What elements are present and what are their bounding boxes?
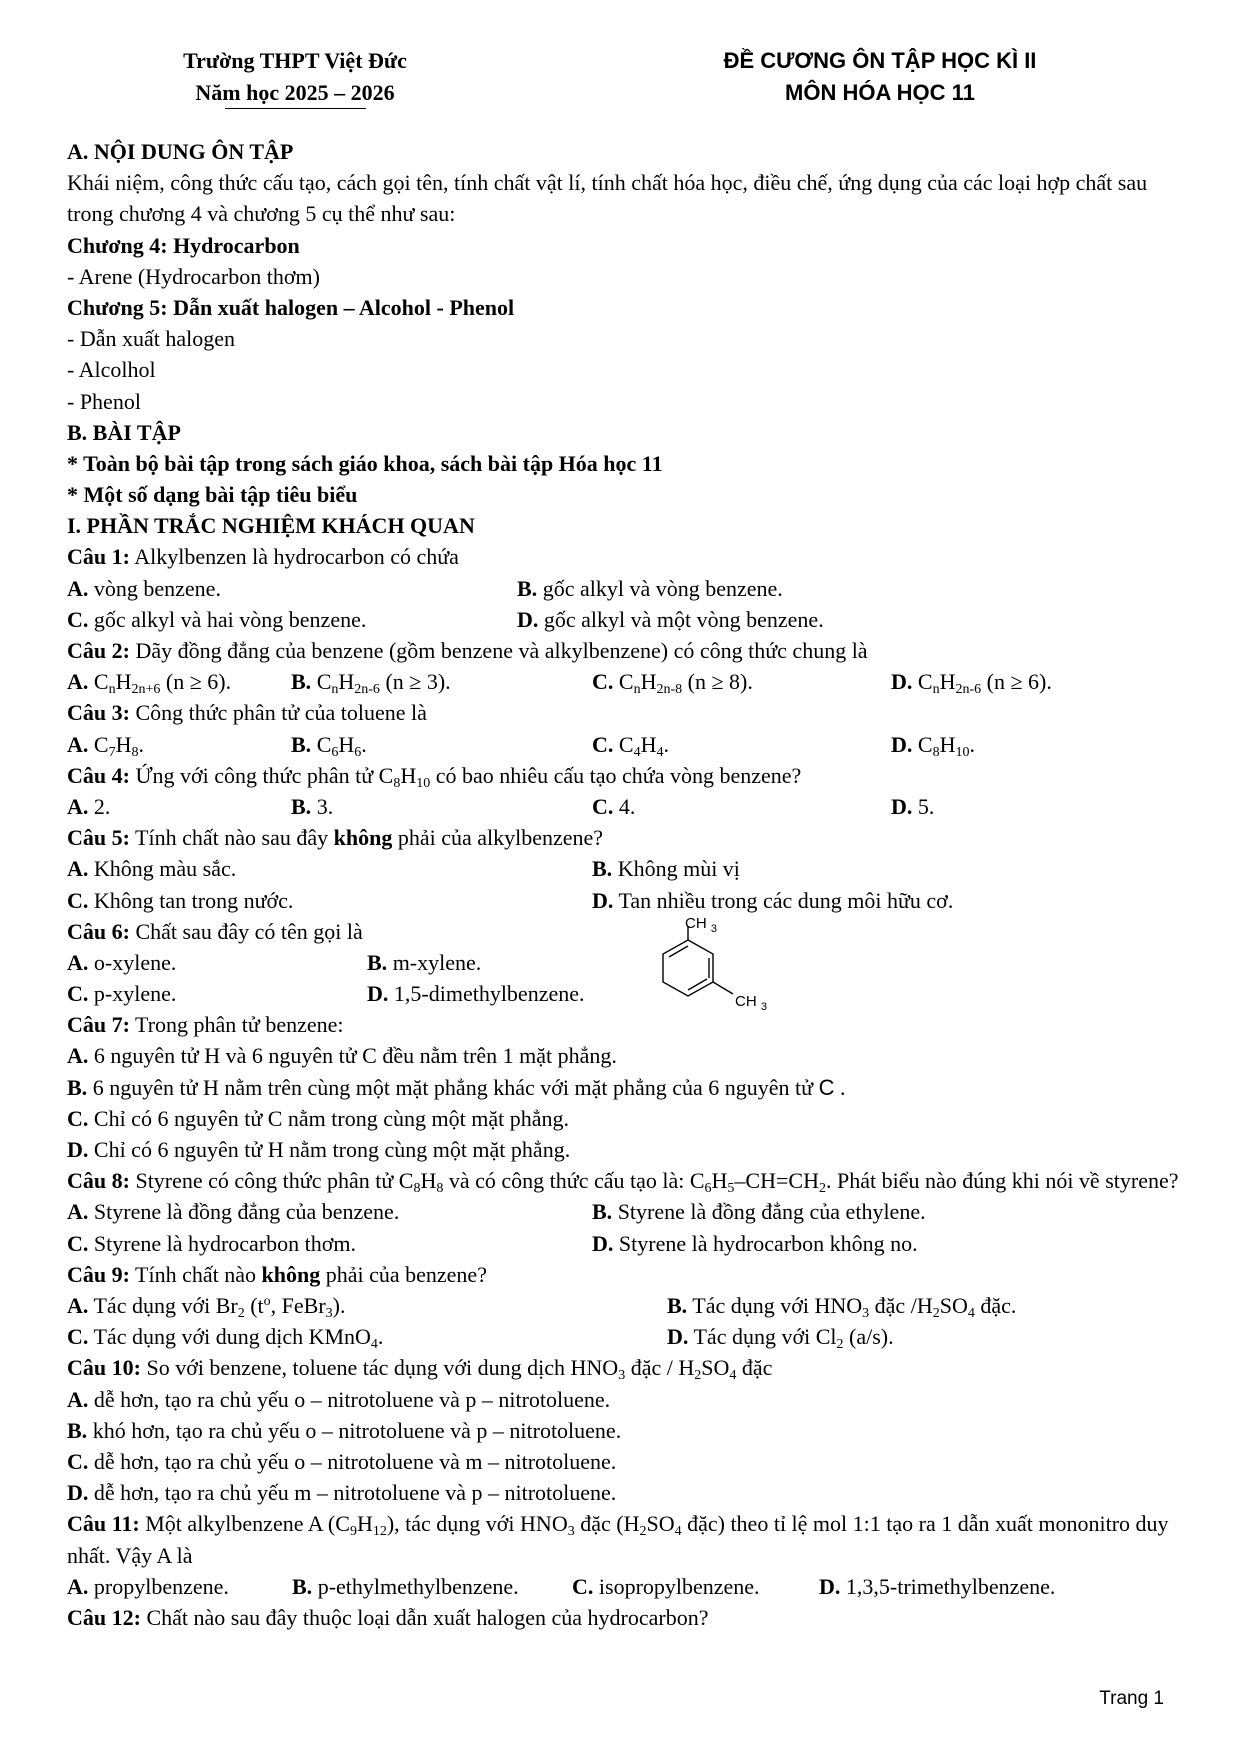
options-row bbox=[67, 791, 1182, 822]
option-d: D. $C_8H_{10}$. bbox=[891, 731, 975, 760]
section-b-note: * Toàn bộ bài tập trong sách giáo khoa, sách bài tập Hóa học 11 bbox=[67, 450, 663, 476]
part-1-heading: I. PHẦN TRẮC NGHIỆM KHÁCH QUAN bbox=[67, 513, 475, 539]
question-5: Câu 5: Tính chất nào sau đây không phải của alkylbenzene? bbox=[67, 825, 604, 851]
subject-title: MÔN HÓA HỌC 11 bbox=[785, 80, 975, 105]
option-a: A. $C_nH_{2n+6}$ (n ≥ 6). bbox=[67, 669, 232, 698]
option-c: C. dễ hơn, tạo ra chủ yếu o – nitrotoluene và m – nitrotoluene. bbox=[67, 1448, 617, 1474]
page-number: Trang 1 bbox=[1099, 1688, 1164, 1709]
option-b: B. $C_6H_6$. bbox=[291, 731, 367, 760]
option-b: B. gốc alkyl và vòng benzene. bbox=[517, 575, 783, 601]
question-text: Dãy đồng đẳng của benzene (gồm benzene và alkylbenzene) có công thức chung là bbox=[129, 638, 868, 664]
side-bond bbox=[713, 982, 733, 994]
option-b: B. m-xylene. bbox=[367, 949, 482, 975]
option-a: A. Tác dụng với $Br_2$ ($t^o$, FeBr$_3$). bbox=[67, 1292, 346, 1321]
question-label: Câu 3: bbox=[67, 700, 130, 726]
option-b: B. $C_nH_{2n-6}$ (n ≥ 3). bbox=[291, 669, 451, 698]
options-row bbox=[67, 978, 1182, 1009]
option-a: A. $C_7H_8$. bbox=[67, 731, 144, 760]
option-c: C. Tác dụng với dung dịch KMnO$_4$. bbox=[67, 1324, 384, 1353]
option-c: C. Styrene là hydrocarbon thơm. bbox=[67, 1230, 357, 1256]
top-methyl-label: CH $_3$ bbox=[685, 918, 717, 935]
section-b-note: * Một số dạng bài tập tiêu biểu bbox=[67, 482, 358, 508]
options-row bbox=[67, 1290, 1182, 1321]
chapter-5-item: - Phenol bbox=[67, 388, 141, 414]
options-row bbox=[67, 1571, 1182, 1602]
section-a-intro: Khái niệm, công thức cấu tạo, cách gọi tên, tính chất vật lí, tính chất hóa học, điều chế, ứng dụng của các loại hợp chất sau trong chương 4 và chương 5 cụ thể như sau: bbox=[67, 170, 1148, 227]
question-3 bbox=[67, 697, 1182, 728]
options-row bbox=[67, 1196, 1182, 1227]
option-c: C. Chỉ có 6 nguyên tử C nằm trong cùng một mặt phẳng. bbox=[67, 1105, 569, 1131]
question-4: Câu 4: Ứng với công thức phân tử $C_8H_{10}$ có bao nhiêu cấu tạo chứa vòng benzene? bbox=[67, 762, 802, 791]
option-d: D. $C_nH_{2n-6}$ (n ≥ 6). bbox=[891, 669, 1052, 698]
option-a: A. o-xylene. bbox=[67, 949, 177, 975]
option-a: A. 6 nguyên tử H và 6 nguyên tử C đều nằm trên 1 mặt phẳng. bbox=[67, 1043, 617, 1069]
header-right bbox=[640, 45, 1120, 109]
section-a-heading: A. NỘI DUNG ÔN TẬP bbox=[67, 139, 294, 164]
chapter-5-title: Chương 5: Dẫn xuất halogen – Alcohol - Phenol bbox=[67, 294, 515, 320]
option-a: A. propylbenzene. bbox=[67, 1573, 229, 1599]
question-8: Câu 8: Styrene có công thức phân tử $C_8H_8$ và có công thức cấu tạo là: $C_6H_5-CH=CH_2$. Phát biểu nào đúng khi nói về styrene? bbox=[67, 1168, 1179, 1197]
options-row bbox=[67, 885, 1182, 916]
question-label: Câu 1: bbox=[67, 544, 130, 570]
m-xylene-structure bbox=[655, 918, 795, 1038]
option-c: C. gốc alkyl và hai vòng benzene. bbox=[67, 606, 367, 632]
option-d: D. 5. bbox=[891, 793, 935, 819]
options-row bbox=[67, 1228, 1182, 1259]
school-year: Năm học 2025 – 2026 bbox=[195, 80, 395, 105]
option-d: D. Chỉ có 6 nguyên tử H nằm trong cùng một mặt phẳng. bbox=[67, 1137, 571, 1163]
question-7: Câu 7: Trong phân tử benzene: bbox=[67, 1012, 344, 1038]
option-a: A. dễ hơn, tạo ra chủ yếu o – nitrotoluene và p – nitrotoluene. bbox=[67, 1386, 611, 1412]
header-left bbox=[130, 45, 460, 109]
options-row bbox=[67, 573, 1182, 604]
option-c: C. 4. bbox=[592, 793, 636, 819]
option-c: C. p-xylene. bbox=[67, 981, 177, 1007]
option-d: D. 1,5-dimethylbenzene. bbox=[367, 981, 585, 1007]
option-b: B. khó hơn, tạo ra chủ yếu o – nitrotoluene và p – nitrotoluene. bbox=[67, 1417, 622, 1443]
option-d: D. gốc alkyl và một vòng benzene. bbox=[517, 606, 824, 632]
question-6: Câu 6: Chất sau đây có tên gọi là bbox=[67, 918, 363, 944]
question-10: Câu 10: So với benzene, toluene tác dụng với dung dịch $HNO_3$ đặc / $H_2SO_4$ đặc bbox=[67, 1355, 773, 1384]
question-2 bbox=[67, 635, 1182, 666]
option-c: C. $C_nH_{2n-8}$ (n ≥ 8). bbox=[592, 669, 753, 698]
option-b: B. Tác dụng với $HNO_3$ đặc $/H_2SO_4$ đặc. bbox=[667, 1292, 1017, 1321]
chapter-5-item: - Alcolhol bbox=[67, 357, 156, 383]
chapter-4-item: - Arene (Hydrocarbon thơm) bbox=[67, 263, 320, 289]
question-text: Alkylbenzen là hydrocarbon có chứa bbox=[129, 544, 459, 570]
options-row bbox=[67, 604, 1182, 635]
option-b: B. 6 nguyên tử H nằm trên cùng một mặt phẳng khác với mặt phẳng của 6 nguyên tử C . bbox=[67, 1074, 846, 1100]
options-row bbox=[67, 853, 1182, 884]
question-label: Câu 2: bbox=[67, 638, 130, 664]
document-title: ĐỀ CƯƠNG ÔN TẬP HỌC KÌ II bbox=[723, 48, 1037, 73]
options-row bbox=[67, 729, 1182, 760]
document-body bbox=[67, 136, 1182, 1633]
option-d: D. Styrene là hydrocarbon không no. bbox=[592, 1230, 918, 1256]
option-d: D. 1,3,5-trimethylbenzene. bbox=[819, 1573, 1056, 1599]
side-methyl-label: CH $_3$ bbox=[735, 993, 767, 1013]
header-underline bbox=[225, 108, 366, 109]
question-1 bbox=[67, 541, 1182, 572]
option-c: C. Không tan trong nước. bbox=[67, 887, 294, 913]
option-a: A. vòng benzene. bbox=[67, 575, 221, 601]
chapter-4-title: Chương 4: Hydrocarbon bbox=[67, 232, 300, 258]
option-c: C. isopropylbenzene. bbox=[572, 1573, 760, 1599]
question-9: Câu 9: Tính chất nào không phải của benzene? bbox=[67, 1261, 487, 1287]
benzene-ring bbox=[663, 940, 713, 996]
question-text: Công thức phân tử của toluene là bbox=[129, 700, 427, 726]
option-d: D. Tác dụng với $Cl_2$ (a/s). bbox=[667, 1324, 894, 1353]
option-b: B. p-ethylmethylbenzene. bbox=[292, 1573, 519, 1599]
option-a: A. 2. bbox=[67, 793, 111, 819]
option-a: A. Styrene là đồng đẳng của benzene. bbox=[67, 1199, 400, 1225]
option-a: A. Không màu sắc. bbox=[67, 856, 237, 882]
option-b: B. Không mùi vị bbox=[592, 856, 740, 882]
chapter-5-item: - Dẫn xuất halogen bbox=[67, 326, 235, 352]
option-b: B. Styrene là đồng đẳng của ethylene. bbox=[592, 1199, 926, 1225]
options-row bbox=[67, 1321, 1182, 1352]
option-b: B. 3. bbox=[291, 793, 334, 819]
question-12: Câu 12: Chất nào sau đây thuộc loại dẫn xuất halogen của hydrocarbon? bbox=[67, 1604, 709, 1630]
option-d: D. dễ hơn, tạo ra chủ yếu m – nitrotoluene và p – nitrotoluene. bbox=[67, 1480, 617, 1506]
option-c: C. $C_4H_4$. bbox=[592, 731, 669, 760]
section-b-heading: B. BÀI TẬP bbox=[67, 419, 181, 445]
option-d: D. Tan nhiều trong các dung môi hữu cơ. bbox=[592, 887, 954, 913]
school-name: Trường THPT Việt Đức bbox=[183, 48, 407, 73]
options-row bbox=[67, 666, 1182, 697]
options-row bbox=[67, 947, 1182, 978]
question-11: Câu 11: Một alkylbenzene A $(C_9H_{12})$, tác dụng với $HNO_3$ đặc ($H_2SO_4$ đặc) theo tỉ lệ mol 1:1 tạo ra 1 dẫn xuất mononitro duy nhất. Vậy A là bbox=[67, 1511, 1169, 1568]
